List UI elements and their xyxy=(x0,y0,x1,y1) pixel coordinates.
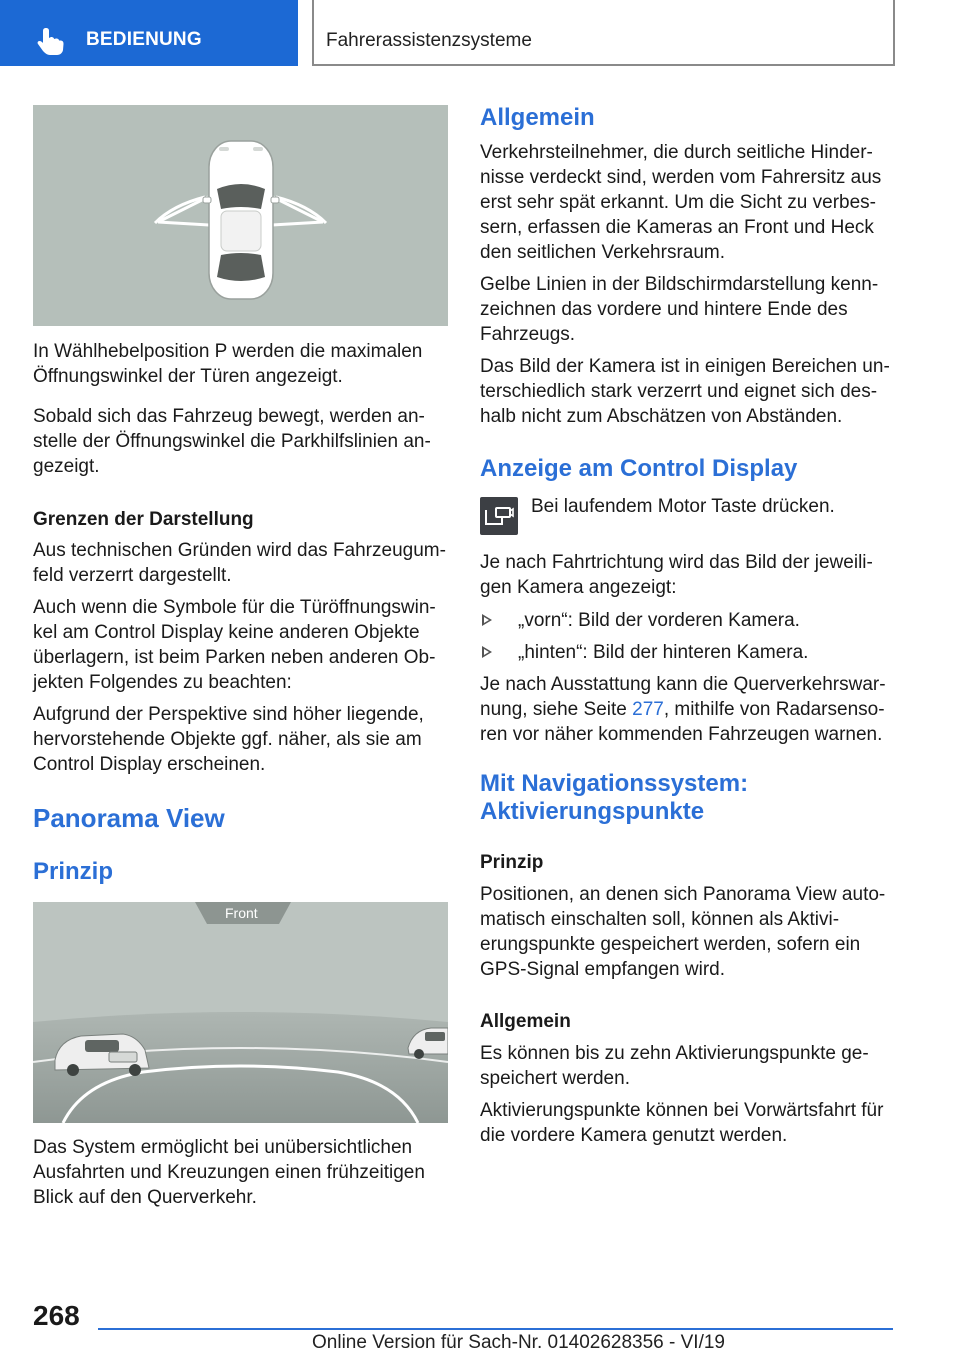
paragraph-line: GPS-Signal empfangen wird. xyxy=(480,959,726,980)
icon-instruction: Bei laufendem Motor Taste drücken. xyxy=(531,496,835,517)
paragraph-line: Gelbe Linien in der Bildschirmdarstellung kenn- xyxy=(480,274,879,295)
paragraph-line: Fahrzeugs. xyxy=(480,324,576,345)
paragraph-line: Aufgrund der Perspektive sind höher liegende, xyxy=(33,704,424,725)
chapter-box xyxy=(312,0,895,66)
front-label: Front xyxy=(225,905,258,921)
heading-prinzip: Prinzip xyxy=(33,858,114,885)
paragraph-line: nisse verdeckt sind, werden vom Fahrersitz aus xyxy=(480,167,882,188)
camera-display-icon xyxy=(480,497,518,535)
section-label: BEDIENUNG xyxy=(86,29,202,50)
figure1-caption-line1: In Wählhebelposition P werden die maximalen xyxy=(33,341,423,362)
paragraph-line: die vordere Kamera genutzt werden. xyxy=(480,1125,788,1146)
paragraph-line: Das Bild der Kamera ist in einigen Bereichen un- xyxy=(480,356,890,377)
car-door-opening-figure xyxy=(33,105,448,326)
paragraph-line: ren vor näher kommenden Fahrzeugen warnen. xyxy=(480,724,883,745)
list-item-text: „hinten“: Bild der hinteren Kamera. xyxy=(518,642,809,663)
paragraph-line: Ausfahrten und Kreuzungen einen frühzeitigen xyxy=(33,1162,425,1183)
hand-pointer-icon xyxy=(36,26,66,56)
paragraph-line: feld verzerrt dargestellt. xyxy=(33,565,232,586)
footer-online-version: Online Version für Sach-Nr. 01402628356 - VI/19 xyxy=(312,1332,725,1353)
panorama-front-camera-figure xyxy=(33,902,448,1123)
heading-allgemein: Allgemein xyxy=(480,104,595,131)
page-header xyxy=(0,0,960,66)
chapter-label: Fahrerassistenzsysteme xyxy=(326,30,532,51)
heading-grenzen: Grenzen der Darstellung xyxy=(33,509,254,530)
paragraph-line: Sobald sich das Fahrzeug bewegt, werden an- xyxy=(33,406,425,427)
paragraph-line: terschiedlich stark verzerrt und eignet sich des- xyxy=(480,381,878,402)
paragraph-line-with-link xyxy=(480,698,885,723)
paragraph-line: sern, erfassen die Kameras an Front und Heck xyxy=(480,217,874,238)
paragraph-line: jekten Folgendes zu beachten: xyxy=(33,672,292,693)
paragraph-line: Blick auf den Querverkehr. xyxy=(33,1187,257,1208)
heading-prinzip-2: Prinzip xyxy=(480,852,544,873)
section-tab xyxy=(0,0,298,66)
paragraph-line: stelle der Öffnungswinkel die Parkhilfslinien an- xyxy=(33,431,431,452)
paragraph-line: speichert werden. xyxy=(480,1068,630,1089)
paragraph-line: Auch wenn die Symbole für die Türöffnungswin- xyxy=(33,597,436,618)
paragraph-line: den seitlichen Verkehrsraum. xyxy=(480,242,726,263)
paragraph-line: Es können bis zu zehn Aktivierungspunkte ge- xyxy=(480,1043,869,1064)
panorama-road-illustration xyxy=(33,902,448,1123)
paragraph-line: gen Kamera angezeigt: xyxy=(480,577,677,598)
paragraph-line: zeichnen das vordere und hintere Ende des xyxy=(480,299,848,320)
paragraph-line: Je nach Ausstattung kann die Querverkehrswar- xyxy=(480,674,886,695)
page-number: 268 xyxy=(33,1300,80,1331)
paragraph-line: Das System ermöglicht bei unübersichtlichen xyxy=(33,1137,413,1158)
footer-divider xyxy=(98,1328,893,1330)
car-top-view-illustration xyxy=(33,105,448,326)
heading-navi-line1: Mit Navigationssystem: xyxy=(480,770,749,797)
paragraph-line: Aktivierungspunkte können bei Vorwärtsfahrt für xyxy=(480,1100,884,1121)
paragraph-line: erst sehr spät erkannt. Um die Sicht zu verbes- xyxy=(480,192,876,213)
paragraph-line: Je nach Fahrtrichtung wird das Bild der jeweili- xyxy=(480,552,873,573)
paragraph-line: Positionen, an denen sich Panorama View auto- xyxy=(480,884,886,905)
paragraph-line: kel am Control Display keine anderen Objekte xyxy=(33,622,420,643)
heading-navi-line2: Aktivierungspunkte xyxy=(480,798,705,825)
text-fragment: nung, siehe Seite xyxy=(480,699,633,720)
paragraph-line: Control Display erscheinen. xyxy=(33,754,266,775)
list-item xyxy=(482,609,882,634)
text-fragment: , mithilfe von Radarsenso- xyxy=(663,699,885,720)
list-item-text: „vorn“: Bild der vorderen Kamera. xyxy=(518,610,800,631)
triangle-bullet-icon xyxy=(482,614,492,626)
paragraph-line: Aus technischen Gründen wird das Fahrzeugum- xyxy=(33,540,446,561)
page-reference-link[interactable]: 277 xyxy=(632,699,664,720)
paragraph-line: hervorstehende Objekte ggf. näher, als sie am xyxy=(33,729,422,750)
paragraph-line: halb nicht zum Abschätzen von Abständen. xyxy=(480,406,843,427)
figure1-caption-line2: Öffnungswinkel der Türen angezeigt. xyxy=(33,366,343,387)
paragraph-line: erungspunkte gespeichert werden, sofern ein xyxy=(480,934,861,955)
heading-allgemein-2: Allgemein xyxy=(480,1011,571,1032)
paragraph-line: Verkehrsteilnehmer, die durch seitliche Hinder- xyxy=(480,142,873,163)
paragraph-line: überlagern, ist beim Parken neben anderen Ob- xyxy=(33,647,436,668)
triangle-bullet-icon xyxy=(482,646,492,658)
list-item xyxy=(482,641,882,666)
heading-anzeige: Anzeige am Control Display xyxy=(480,455,798,482)
heading-panorama-view: Panorama View xyxy=(33,803,225,833)
paragraph-line: matisch einschalten soll, können als Aktivi- xyxy=(480,909,840,930)
paragraph-line: gezeigt. xyxy=(33,456,100,477)
